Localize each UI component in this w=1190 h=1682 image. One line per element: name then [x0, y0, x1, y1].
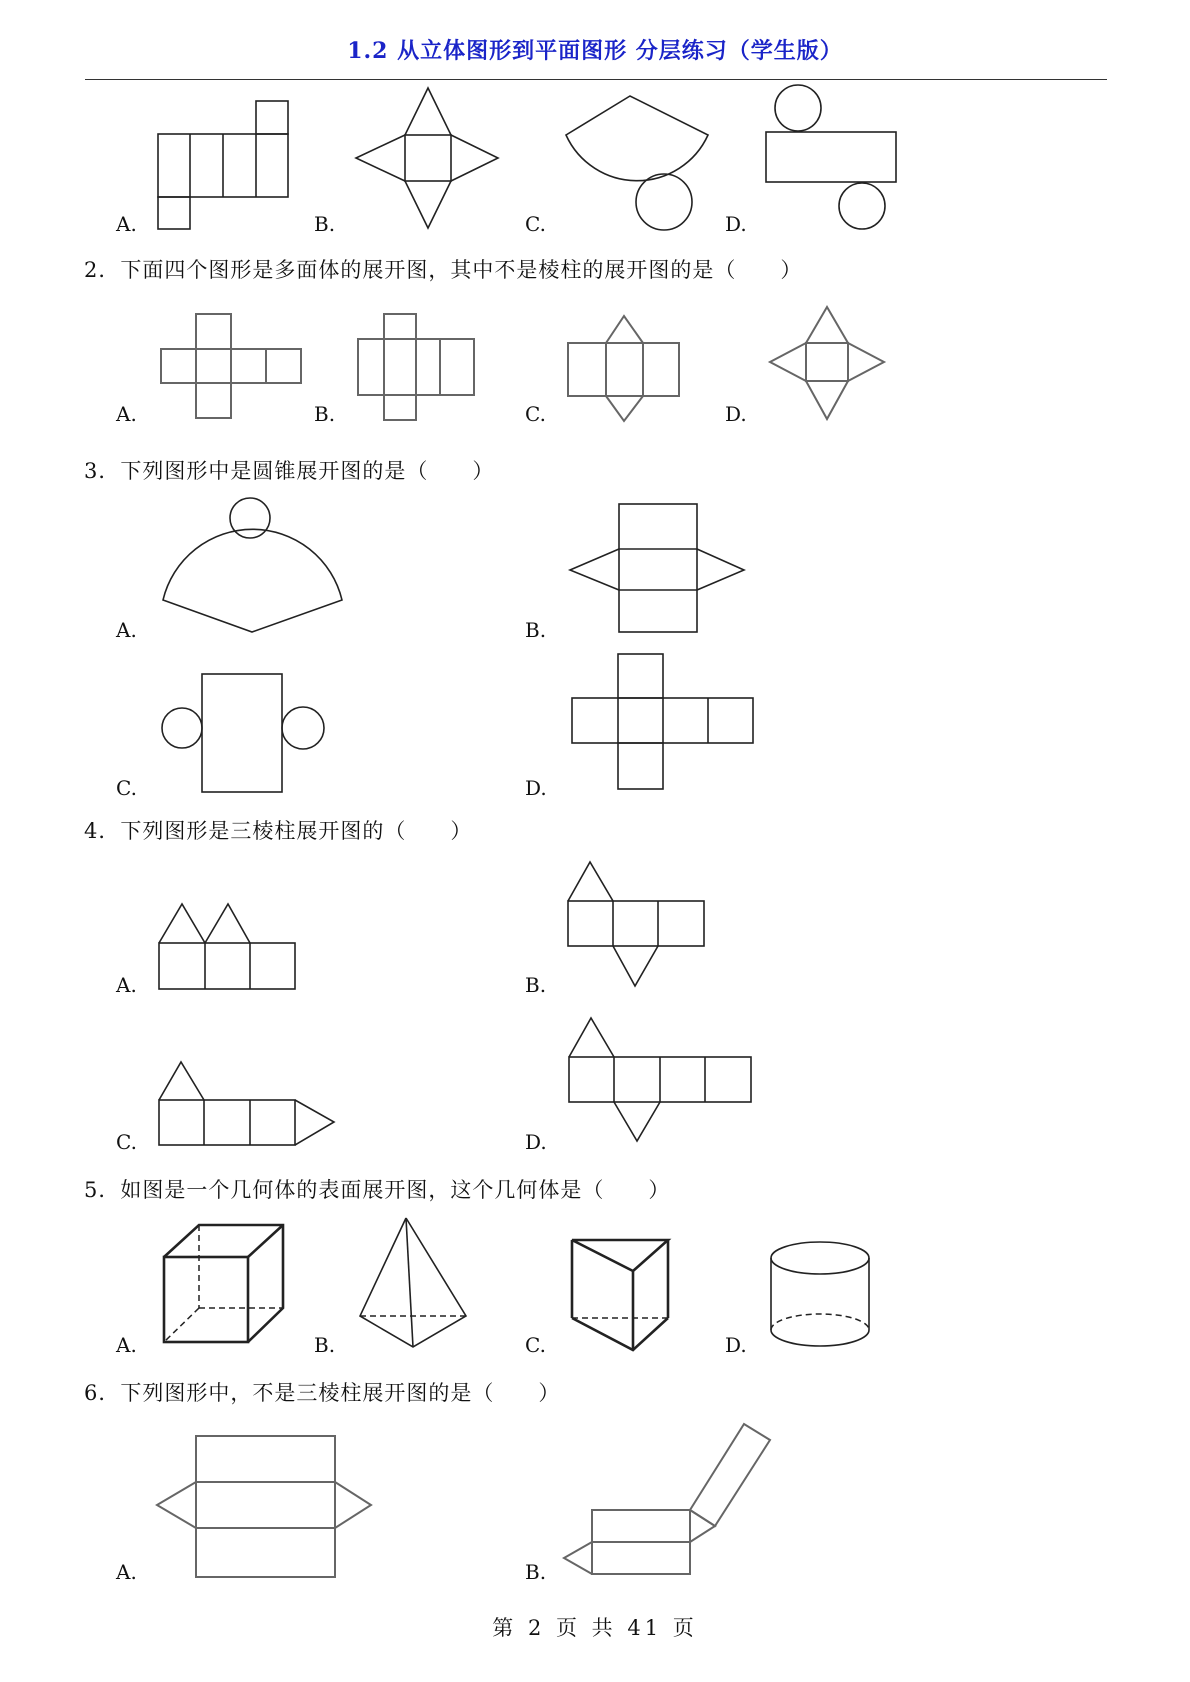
- q4-option-d-label: D.: [525, 1130, 547, 1154]
- q3-option-b-label: B.: [525, 618, 547, 642]
- q1-option-d-label: D.: [725, 212, 747, 236]
- q6-option-b-label: B.: [525, 1560, 547, 1584]
- q2-option-d-label: D.: [725, 402, 747, 426]
- q5-option-c-label: C.: [525, 1333, 546, 1357]
- q5-option-d-label: D.: [725, 1333, 747, 1357]
- q2-option-a-label: A.: [116, 402, 137, 426]
- q6-option-a-label: A.: [116, 1560, 137, 1584]
- q4-option-b-label: B.: [525, 973, 547, 997]
- q6-b-net-figure: [564, 1424, 770, 1574]
- q1-option-b-label: B.: [314, 212, 336, 236]
- page-title: 1.2 从立体图形到平面图形 分层练习（学生版）: [347, 38, 843, 64]
- q2-option-c-label: C.: [525, 402, 546, 426]
- q2-option-b-label: B.: [314, 402, 336, 426]
- q4-option-a-label: A.: [116, 973, 137, 997]
- q5-option-a-label: A.: [116, 1333, 137, 1357]
- q1-option-a-label: A.: [116, 212, 137, 236]
- q3-option-c-label: C.: [116, 776, 137, 800]
- q6-a-triangular-prism-net-figure: [157, 1436, 371, 1577]
- q3-option-a-label: A.: [116, 618, 137, 642]
- q3-option-d-label: D.: [525, 776, 547, 800]
- q5-question-text: 5．如图是一个几何体的表面展开图，这个几何体是（ ）: [84, 1178, 671, 1202]
- q6-question-text: 6．下列图形中，不是三棱柱展开图的是（ ）: [84, 1381, 561, 1405]
- q4-option-c-label: C.: [116, 1130, 137, 1154]
- page-number-footer: 第 2 页 共 41 页: [492, 1616, 698, 1640]
- q5-option-b-label: B.: [314, 1333, 336, 1357]
- q1-option-c-label: C.: [525, 212, 546, 236]
- q3-question-text: 3．下列图形中是圆锥展开图的是（ ）: [84, 459, 495, 483]
- q4-question-text: 4．下列图形是三棱柱展开图的（ ）: [84, 819, 473, 843]
- q2-question-text: 2．下面四个图形是多面体的展开图，其中不是棱柱的展开图的是（ ）: [84, 258, 803, 282]
